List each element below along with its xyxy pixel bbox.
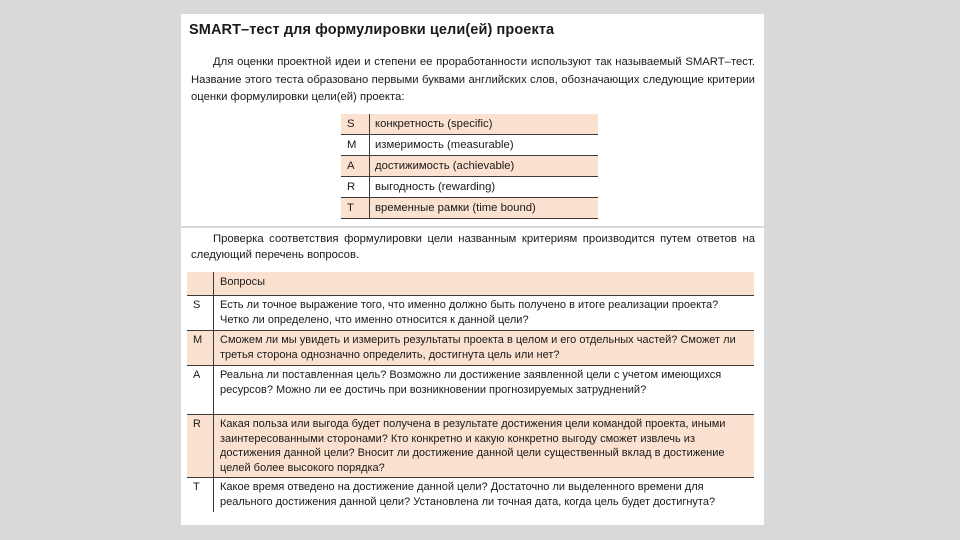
question-letter: A [187,366,214,415]
criteria-row [341,156,598,177]
question-row [187,366,754,415]
criteria-label: конкретность (specific) [370,114,599,135]
criteria-row [341,198,598,219]
question-row [187,296,754,331]
document-page [181,14,764,525]
question-row [187,478,754,513]
criteria-table [341,114,598,219]
criteria-row [341,135,598,156]
question-row [187,415,754,478]
criteria-row [341,114,598,135]
criteria-letter: S [341,114,370,135]
criteria-letter: M [341,135,370,156]
criteria-label: измеримость (measurable) [370,135,599,156]
criteria-label: временные рамки (time bound) [370,198,599,219]
second-paragraph: Проверка соответствия формулировки цели названным критериям производится путем ответов на следующий перечень вопросов. [191,233,755,261]
questions-table [187,272,754,512]
header-letter-cell [187,272,214,296]
question-letter: R [187,415,214,478]
criteria-letter: A [341,156,370,177]
criteria-letter: R [341,177,370,198]
question-text: Какое время отведено на достижение данной цели? Достаточно ли выделенного времени для реального достижения данной цели? Установлена ли точная дата, когда цель будет достигнута? [220,481,716,508]
question-letter: S [187,296,214,331]
criteria-label: выгодность (rewarding) [370,177,599,198]
questions-header-row [187,272,754,296]
question-letter: M [187,331,214,366]
question-text: Реальна ли поставленная цель? Возможно ли достижение заявленной цели с учетом имеющихся ресурсов? Можно ли ее достичь при возникновении прогнозируемых затруднений? [214,366,755,415]
question-text: Какая польза или выгода будет получена в результате достижения цели командой проекта, иными заинтересованными сторонами? Кто конкретно и какую конкретно выгоду сможет извлечь из достижения данной цели? Вносит ли достижение данной цели существенный вклад в достижение целей более высокого порядка? [214,415,755,478]
criteria-letter: T [341,198,370,219]
questions-header: Вопросы [214,272,755,296]
page-divider [181,226,764,228]
intro-paragraph: Для оценки проектной идеи и степени ее проработанности используют так называемый SMART–тест. Название этого теста образовано первыми буквами английских слов, обозначающих следующие критерии оценки формулировки цели(ей) проекта: [191,56,755,103]
question-letter: T [187,478,214,513]
criteria-label: достижимость (achievable) [370,156,599,177]
question-text: Сможем ли мы увидеть и измерить результаты проекта в целом и его отдельных частей? Сможет ли третья сторона однозначно определить, достигнута цель или нет? [214,331,755,366]
question-text: Есть ли точное выражение того, что именно должно быть получено в итоге реализации проекта? Четко ли определено, что именно относится к данной цели? [214,296,755,331]
question-row [187,331,754,366]
document-title: SMART–тест для формулировки цели(ей) проекта [189,22,555,38]
criteria-row [341,177,598,198]
